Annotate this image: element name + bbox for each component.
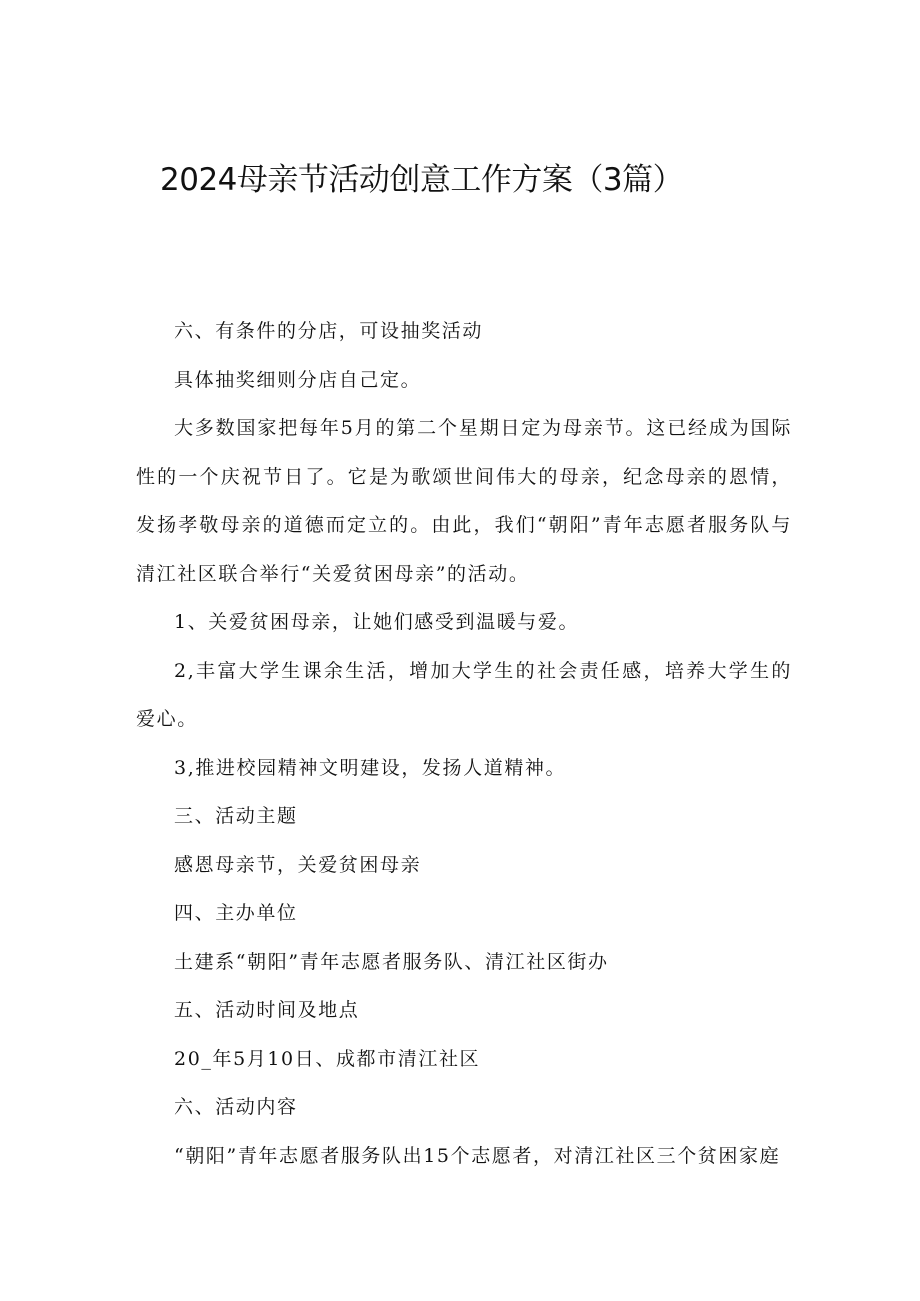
section-heading-organizer: 四、主办单位: [174, 902, 298, 924]
paragraph-lottery-rules: 具体抽奖细则分店自己定。: [174, 368, 422, 391]
paragraph-theme: 感恩母亲节，关爱贫困母亲: [174, 853, 422, 876]
paragraph-organizer: 土建系“朝阳”青年志愿者服务队、清江社区街办: [174, 950, 609, 973]
paragraph-goal-3: 3,推进校园精神文明建设，发扬人道精神。: [174, 756, 567, 779]
document-body: [136, 307, 792, 1180]
section-heading-time-place: 五、活动时间及地点: [174, 999, 360, 1021]
paragraph-introduction: 大多数国家把每年5月的第二个星期日定为母亲节。这已经成为国际性的一个庆祝节日了。它是为歌颂世间伟大的母亲，纪念母亲的恩情，发扬孝敬母亲的道德而定立的。由此，我们“朝阳”青年志愿者服务队与清江社区联合举行“关爱贫困母亲”的活动。: [136, 417, 792, 585]
paragraph-time-place: 20_年5月10日、成都市清江社区: [174, 1047, 481, 1070]
section-heading-content: 六、活动内容: [174, 1096, 298, 1118]
paragraph-goal-1: 1、关爱贫困母亲，让她们感受到温暖与爱。: [174, 611, 580, 633]
document-title: 2024母亲节活动创意工作方案（3篇）: [160, 162, 684, 198]
paragraph-lottery-heading: 六、有条件的分店，可设抽奖活动: [174, 320, 484, 342]
paragraph-content: “朝阳”青年志愿者服务队出15个志愿者，对清江社区三个贫困家庭: [174, 1144, 781, 1167]
section-heading-theme: 三、活动主题: [174, 805, 298, 827]
paragraph-goal-2: 2,丰富大学生课余生活，增加大学生的社会责任感，培养大学生的爱心。: [136, 659, 792, 730]
